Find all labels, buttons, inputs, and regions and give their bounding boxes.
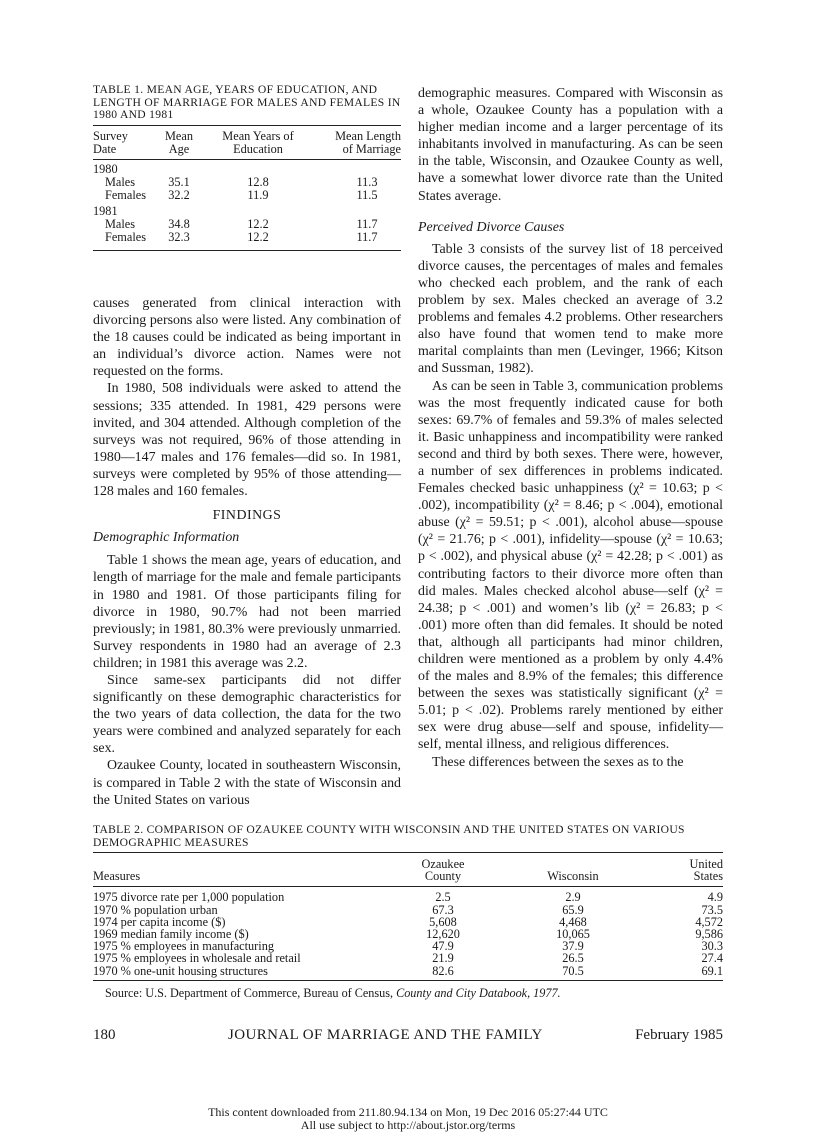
table-2-header-measures: Measures <box>93 869 141 884</box>
page-number: 180 <box>93 1027 116 1043</box>
table-1-grid <box>93 125 401 251</box>
table-row: 1975 % employees in wholesale and retail 21.9 26.5 27.4 <box>93 951 723 966</box>
table-1 <box>93 84 401 251</box>
source-title: County and City Databook, 1977. <box>396 985 561 1000</box>
table-row: 1975 divorce rate per 1,000 population 2.5 2.9 4.9 <box>93 890 723 905</box>
table-2 <box>93 824 723 1001</box>
paragraph: causes generated from clinical interaction with divorcing persons also were listed. Any combination of the 18 causes could be indicated as being important in an individual’s divorce action. Names were not requested on the forms. <box>93 296 401 380</box>
terms-notice-line: All use subject to http://about.jstor.org/terms <box>300 1118 516 1132</box>
subsection-heading: Perceived Divorce Causes <box>418 219 565 235</box>
section-heading: FINDINGS <box>212 508 282 524</box>
paragraph: Table 1 shows the mean age, years of education, and length of marriage for the male and female participants in 1980 and 1981. Of those participants filing for divorce in 1980, 90.7% had not been married previously; in 1981, 80.3% were previously unmarried. Survey respondents in 1980 had an average of 2.3 children; in 1981 this average was 2.2. <box>93 553 401 671</box>
paragraph: Since same-sex participants did not differ significantly on these demographic characteristics for the two years of data collection, the data for the two years were combined and analyzed separately for each sex. <box>93 672 401 757</box>
table-row: Males 34.8 12.2 11.7 <box>105 216 378 231</box>
table-1-group-row: 1981 <box>93 203 118 218</box>
paragraph: In 1980, 508 individuals were asked to attend the sessions; 335 attended. In 1981, 429 persons were invited, and 304 attended. Although completion of the surveys was not required, 96% of those attending in 1980—147 males and 176 females—did so. In 1981, surveys were completed by 95% of those attending—128 males and 160 females. <box>93 381 401 500</box>
table-1-header-survey-date: Survey Date <box>93 128 128 156</box>
table-2-source: Source: U.S. Department of Commerce, Bureau of Census, County and City Databook, 1977. <box>105 985 561 1000</box>
table-1-header-row <box>93 125 401 159</box>
table-1-header-marriage: Mean Length of Marriage <box>335 128 401 156</box>
right-column <box>418 85 723 771</box>
paragraph: Table 3 consists of the survey list of 18 perceived divorce causes, the percentages of males and females who checked each problem, and the rank of each problem by sex. Males checked an average of 3.2 problems and females 4.2 problems. Other researchers also have found that women tend to make more marital complaints than men (Levinger, 1966; Kitson and Sussman, 1982). <box>418 241 723 377</box>
journal-name: JOURNAL OF MARRIAGE AND THE FAMILY <box>228 1027 543 1043</box>
table-row: 1975 % employees in manufacturing 47.9 37.9 30.3 <box>93 939 723 954</box>
table-1-header-education: Mean Years of Education <box>222 128 294 156</box>
table-1-header-mean-age: Mean Age <box>165 128 193 156</box>
table-row: Females 32.2 11.9 11.5 <box>105 187 378 202</box>
paragraph: As can be seen in Table 3, communication problems was the most frequently indicated cause for both sexes: 69.7% of females and 59.3% of males selected it. Basic unhappiness and incompatibility were ranked second and third by both sexes. There were, however, a number of sex differences in problems indicated. Females checked basic unhappiness (χ² = 10.63; p < .002), incompatibility (χ² = 8.46; p < .004), emotional abuse (χ² = 59.51; p < .001), alcohol abuse—spouse (χ² = 21.76; p < .001), infidelity—spouse (χ² = 10.63; p < .002), and physical abuse (χ² = 42.28; p < .001) as contributing factors to their divorce more often than did males. Males checked alcohol abuse—self (χ² = 24.38; p < .001) and women’s lib (χ² = 26.83; p < .001) more often than did females. It should be noted that, although all participants had minor children, children were mentioned as a problem by only 4.4% of the males and 8.9% of the females; this difference between the sexes was statistically significant (χ² = 5.01; p < .02). Problems rarely mentioned by either sex were drug abuse—self and spouse, infidelity—self, mental illness, and religious differences. <box>418 378 723 753</box>
subsection-heading: Demographic Information <box>93 530 240 546</box>
download-notice <box>0 1106 816 1132</box>
page-footer <box>93 1027 723 1047</box>
table-2-header-us: United States <box>689 857 723 884</box>
table-row: 1970 % one-unit housing structures 82.6 70.5 69.1 <box>93 963 723 978</box>
table-row: 1969 median family income ($) 12,620 10,065 9,586 <box>93 927 723 942</box>
left-column <box>93 295 401 809</box>
paragraph: Ozaukee County, located in southeastern Wisconsin, is compared in Table 2 with the state of Wisconsin and the United States on various <box>93 758 401 808</box>
table-2-grid <box>93 852 723 981</box>
table-row: 1974 per capita income ($) 5,608 4,468 4,572 <box>93 914 723 929</box>
table-2-caption: TABLE 2. COMPARISON OF OZAUKEE COUNTY WITH WISCONSIN AND THE UNITED STATES ON VARIOUS DEMOGRAPHIC MEASURES <box>93 823 685 849</box>
issue-date: February 1985 <box>635 1027 723 1043</box>
table-row: Females 32.3 12.2 11.7 <box>105 229 378 244</box>
table-row: Males 35.1 12.8 11.3 <box>105 174 378 189</box>
paragraph: These differences between the sexes as to the <box>432 754 684 770</box>
table-1-caption: TABLE 1. MEAN AGE, YEARS OF EDUCATION, AND LENGTH OF MARRIAGE FOR MALES AND FEMALES IN 1980 AND 1981 <box>93 83 401 121</box>
table-2-header-row <box>93 853 723 887</box>
table-2-header-ozaukee: Ozaukee County <box>421 857 465 884</box>
table-1-group-row: 1980 <box>93 161 118 176</box>
table-row: 1970 % population urban 67.3 65.9 73.5 <box>93 902 723 917</box>
table-2-header-wisconsin: Wisconsin <box>547 869 599 884</box>
download-notice-line: This content downloaded from 211.80.94.134 on Mon, 19 Dec 2016 05:27:44 UTC <box>208 1105 608 1119</box>
paragraph: demographic measures. Compared with Wisconsin as a whole, Ozaukee County has a population with a higher median income and a larger percentage of its inhabitants involved in manufacturing. As can be seen in the table, Wisconsin, and Ozaukee County as well, have a somewhat lower divorce rate than the United States average. <box>418 86 723 204</box>
